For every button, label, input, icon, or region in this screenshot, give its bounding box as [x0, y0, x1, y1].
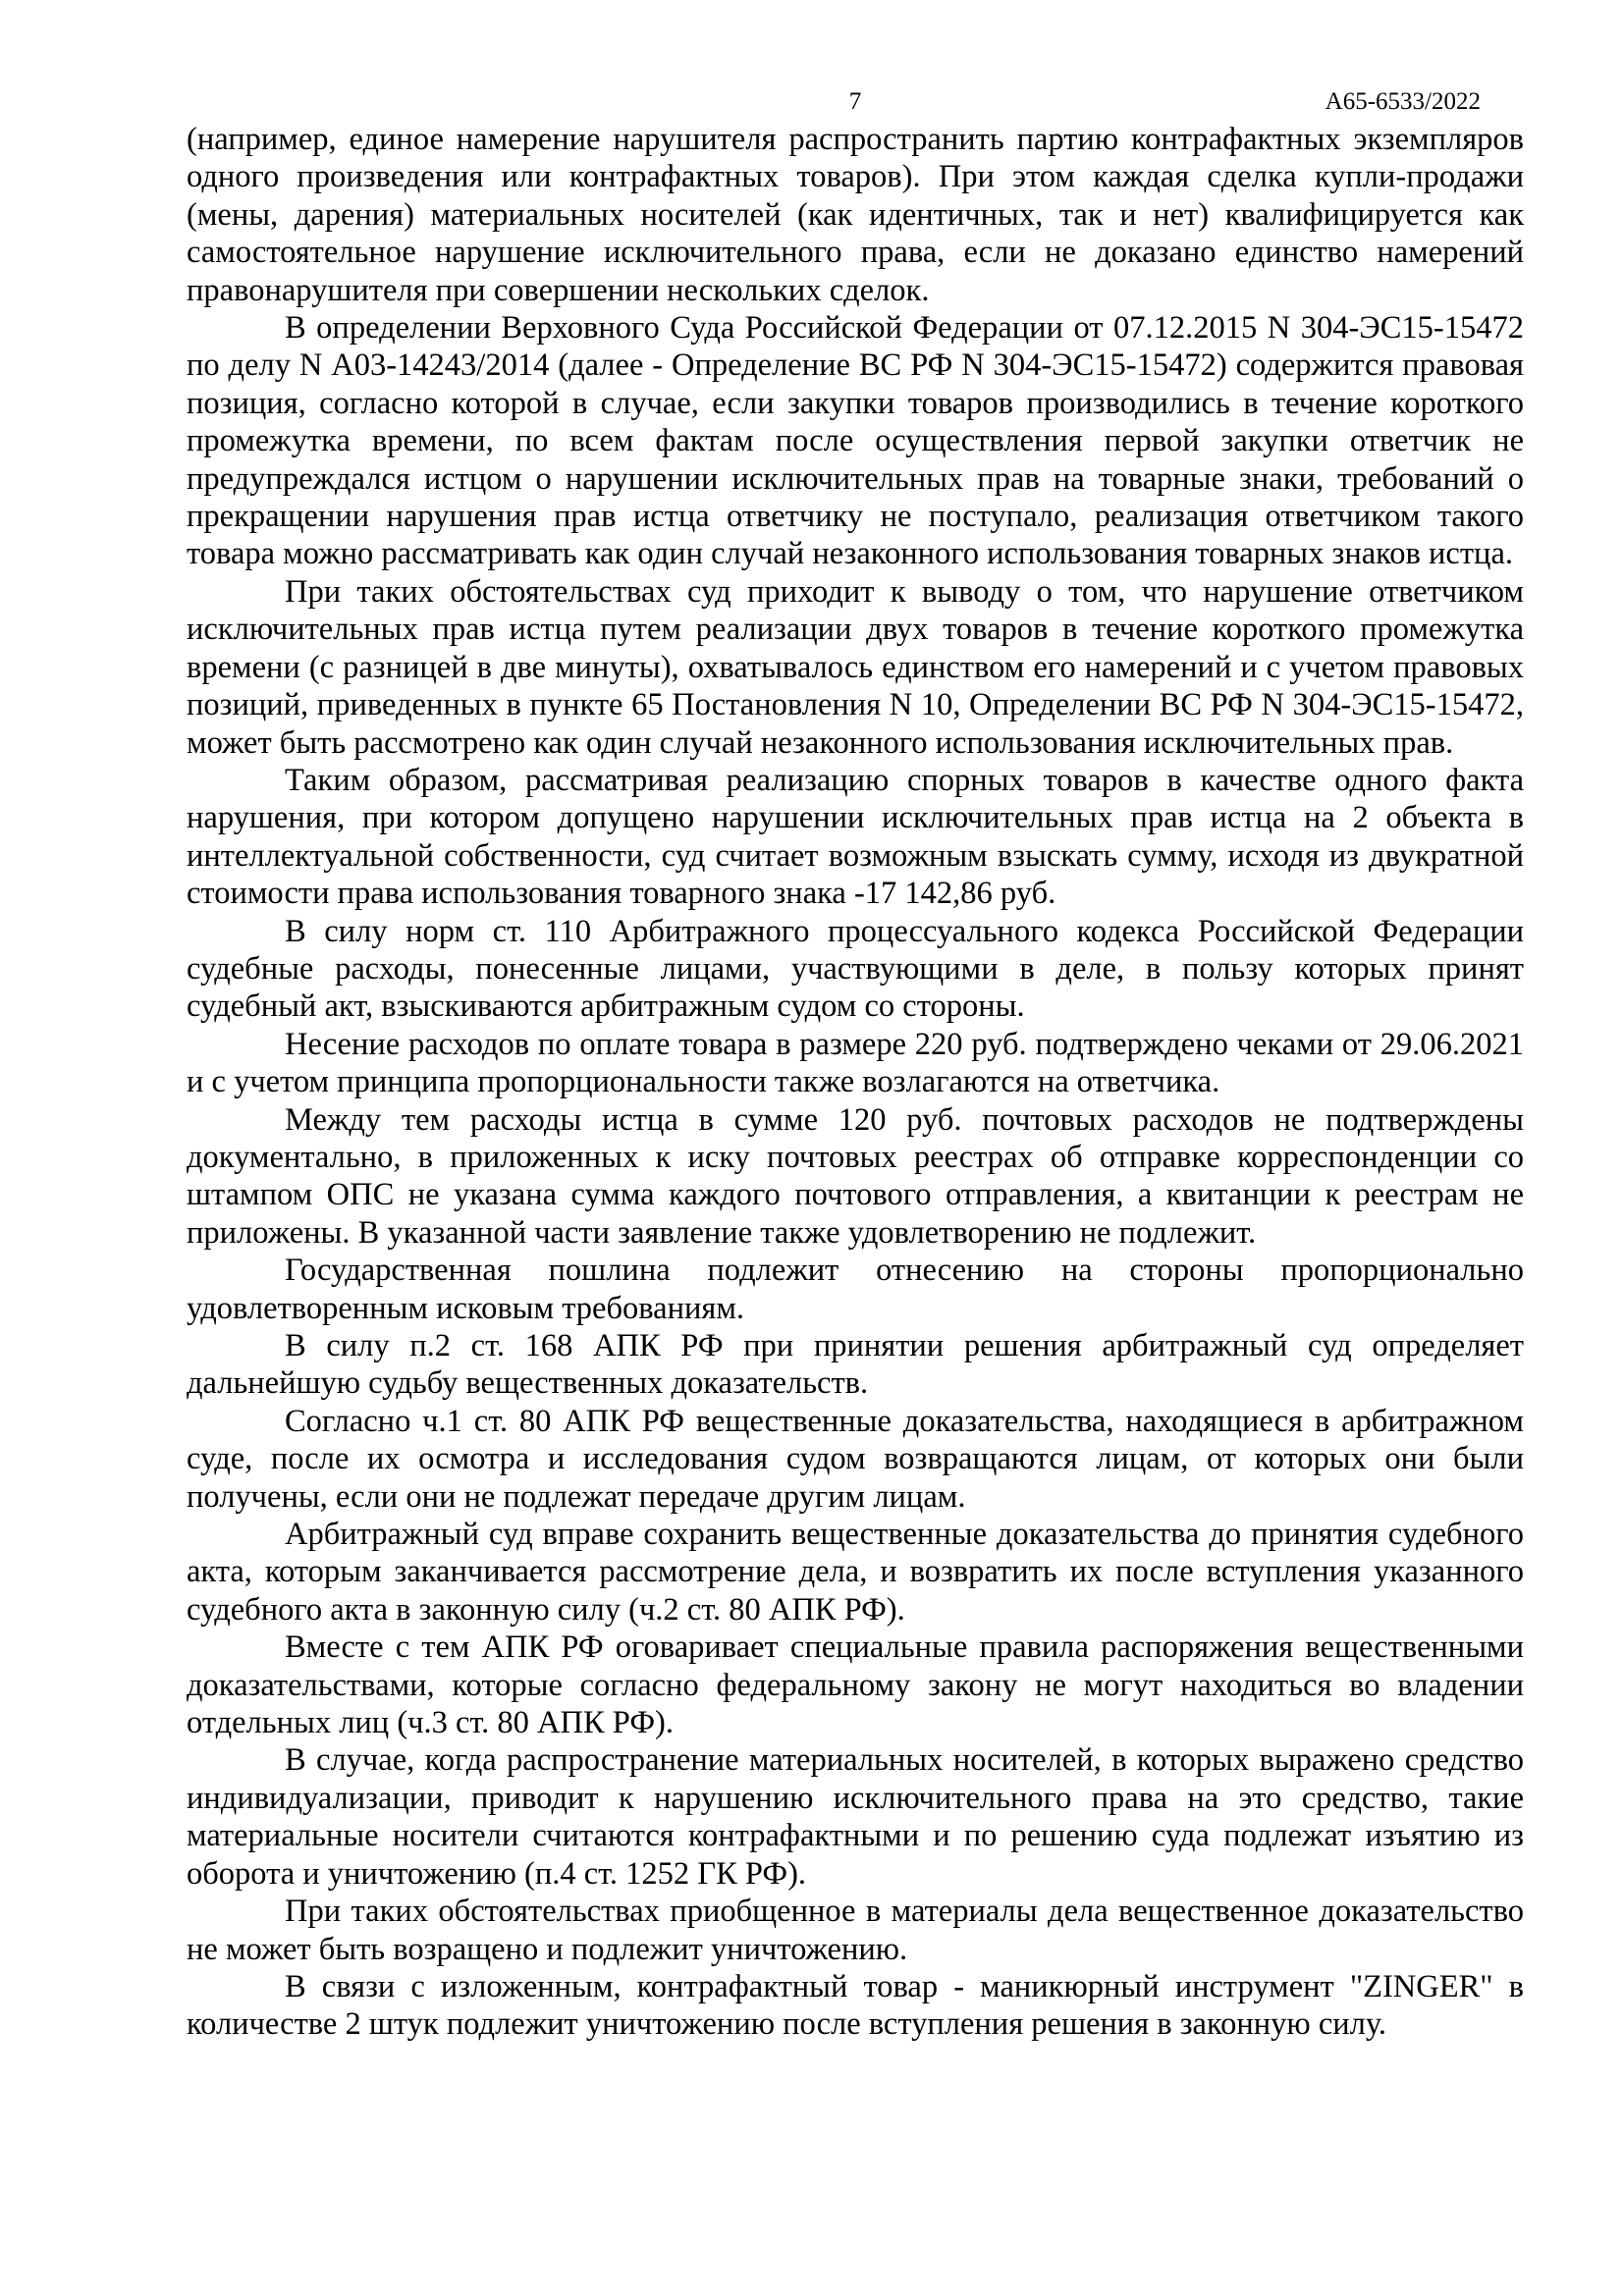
- paragraph: Арбитражный суд вправе сохранить вещественные доказательства до принятия судебного акта, которым заканчивается рассмотрение дела, и возвратить их после вступления указанного судебного акта в законную силу (ч.2 ст. 80 АПК РФ).: [187, 1517, 1524, 1628]
- paragraph: Согласно ч.1 ст. 80 АПК РФ вещественные доказательства, находящиеся в арбитражном суде, после их осмотра и исследования судом возвращаются лицам, от которых они были получены, если они не подлежат передаче другим лицам.: [187, 1403, 1524, 1515]
- paragraph: Между тем расходы истца в сумме 120 руб. почтовых расходов не подтверждены документально, в приложенных к иску почтовых реестрах об отправке корреспонденции со штампом ОПС не указана сумма каждого почтового отправления, а квитанции к реестрам не приложены. В указанной части заявление также удовлетворению не подлежит.: [187, 1101, 1524, 1251]
- case-number: А65-6533/2022: [1325, 88, 1481, 115]
- page-number: 7: [848, 88, 862, 115]
- document-body: [187, 121, 1524, 2044]
- paragraph: В силу п.2 ст. 168 АПК РФ при принятии решения арбитражный суд определяет дальнейшую судьбу вещественных доказательств.: [187, 1328, 1524, 1402]
- paragraph: В силу норм ст. 110 Арбитражного процессуального кодекса Российской Федерации судебные расходы, понесенные лицами, участвующими в деле, в пользу которых принят судебный акт, взыскиваются арбитражным судом со стороны.: [187, 913, 1524, 1025]
- paragraph: Государственная пошлина подлежит отнесению на стороны пропорционально удовлетворенным исковым требованиям.: [187, 1253, 1524, 1326]
- page-header: [187, 82, 1524, 121]
- page-content: [187, 82, 1524, 2044]
- paragraph: Таким образом, рассматривая реализацию спорных товаров в качестве одного факта нарушения, при котором допущено нарушении исключительных прав истца на 2 объекта в интеллектуальной собственности, суд считает возможным взыскать сумму, исходя из двукратной стоимости права использования товарного знака -17 142,86 руб.: [187, 762, 1524, 912]
- paragraph: В определении Верховного Суда Российской Федерации от 07.12.2015 N 304-ЭС15-15472 по делу N А03-14243/2014 (далее - Определение ВС РФ N 304-ЭС15-15472) содержится правовая позиция, согласно которой в случае, если закупки товаров производились в течение короткого промежутка времени, по всем фактам после осуществления первой закупки ответчик не предупреждался истцом о нарушении исключительных прав на товарные знаки, требований о прекращении нарушения прав истца ответчику не поступало, реализация ответчиком такого товара можно рассматривать как один случай незаконного использования товарных знаков истца.: [187, 310, 1524, 572]
- paragraph: Вместе с тем АПК РФ оговаривает специальные правила распоряжения вещественными доказательствами, которые согласно федеральному закону не могут находиться во владении отдельных лиц (ч.3 ст. 80 АПК РФ).: [187, 1629, 1524, 1741]
- paragraph: (например, единое намерение нарушителя распространить партию контрафактных экземпляров одного произведения или контрафактных товаров). При этом каждая сделка купли-продажи (мены, дарения) материальных носителей (как идентичных, так и нет) квалифицируется как самостоятельное нарушение исключительного права, если не доказано единство намерений правонарушителя при совершении нескольких сделок.: [187, 122, 1524, 308]
- paragraph: При таких обстоятельствах приобщенное в материалы дела вещественное доказательство не может быть возращено и подлежит уничтожению.: [187, 1894, 1524, 1967]
- paragraph: В случае, когда распространение материальных носителей, в которых выражено средство индивидуализации, приводит к нарушению исключительного права на это средство, такие материальные носители считаются контрафактными и по решению суда подлежат изъятию из оборота и уничтожению (п.4 ст. 1252 ГК РФ).: [187, 1742, 1524, 1892]
- paragraph: При таких обстоятельствах суд приходит к выводу о том, что нарушение ответчиком исключительных прав истца путем реализации двух товаров в течение короткого промежутка времени (с разницей в две минуты), охватывалось единством его намерений и с учетом правовых позиций, приведенных в пункте 65 Постановления N 10, Определении ВС РФ N 304-ЭС15-15472, может быть рассмотрено как один случай незаконного использования исключительных прав.: [187, 573, 1524, 761]
- paragraph: В связи с изложенным, контрафактный товар - маникюрный инструмент "ZINGER" в количестве 2 штук подлежит уничтожению после вступления решения в законную силу.: [187, 1968, 1524, 2043]
- paragraph: Несение расходов по оплате товара в размере 220 руб. подтверждено чеками от 29.06.2021 и с учетом принципа пропорциональности также возлагаются на ответчика.: [187, 1026, 1524, 1100]
